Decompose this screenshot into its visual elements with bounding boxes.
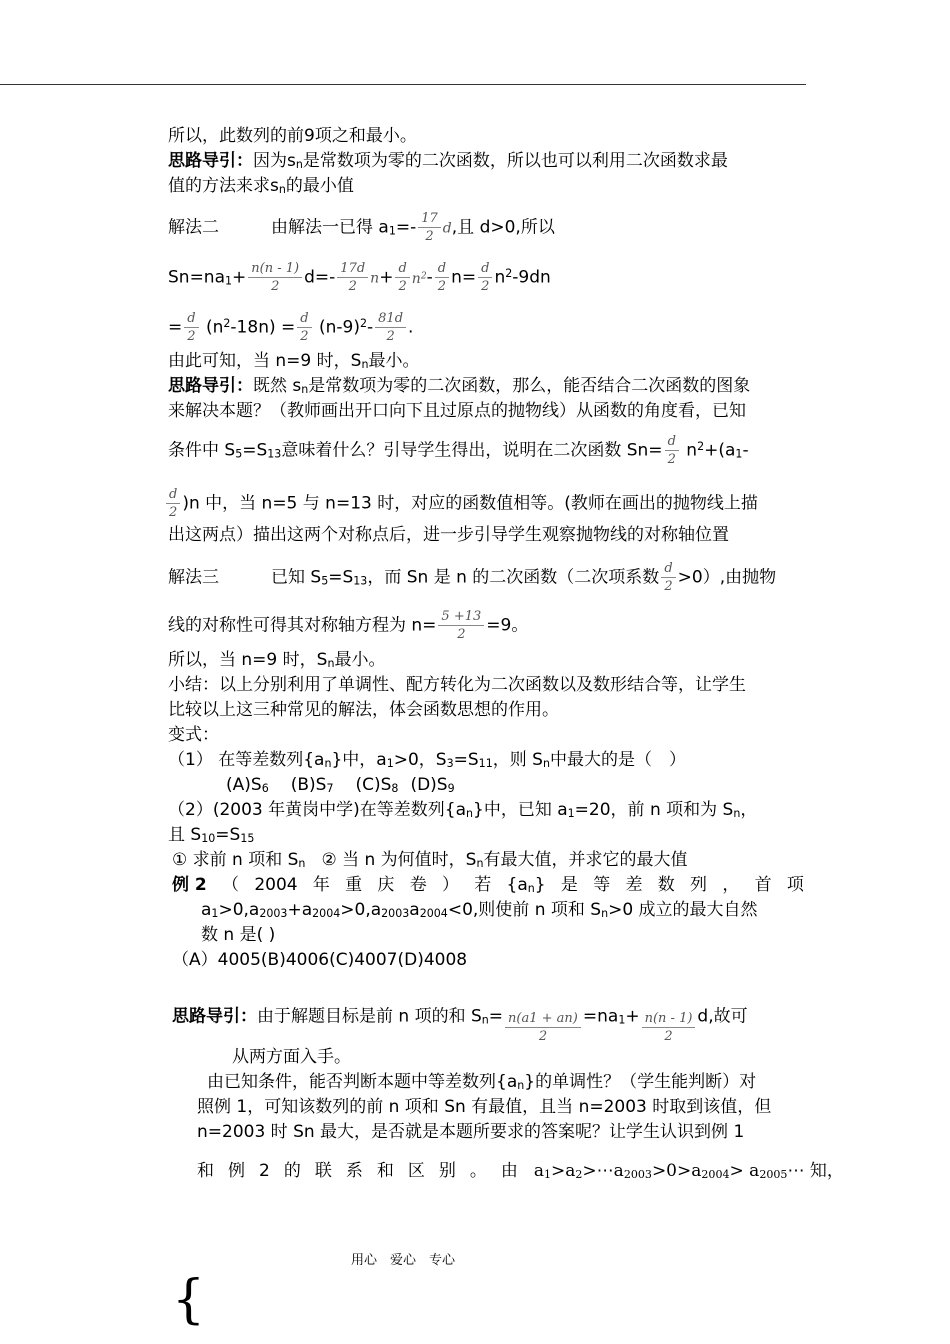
hint-2-line-1: 思路导引：既然 $s_n$是常数项为零的二次函数，那么，能否结合二次函数的图象 — [168, 376, 751, 397]
hint-3-line-2: 从两方面入手。 — [232, 1047, 351, 1067]
variant-1-question: （1） 在等差数列$\{a_n\}$中，$a_1>0$，$S_3=S_{11}$，则 $S_n$中最大的是（ ） — [168, 750, 686, 771]
example-2-answers: （A）4005(B)4006(C)4007(D)4008 — [172, 950, 468, 970]
hint-2-line-3: 条件中 $S_5=S_{13}$意味着什么？引导学生得出，说明在二次函数 Sn= $\frac{d}{2}$ $n^2+(a_1-$ — [168, 434, 749, 467]
summary-line-2: 比较以上这三种常见的解法，体会函数思想的作用。 — [168, 700, 559, 720]
paragraph-result-2: 所以，当 n=9 时，$S_n$最小。 — [168, 650, 386, 671]
paragraph-conclusion: 所以，此数列的前9项之和最小。 — [168, 126, 417, 146]
solution-2-heading: 解法二 由解法一已得 $a_1=-$ $\frac{17}{2}$ d,且 d>0,所以 — [168, 211, 555, 244]
hint-1-line-2: 值的方法来求$s_n$的最小值 — [168, 176, 354, 197]
solution-3-line-1: 解法三 已知 $S_5=S_{13}$，而 Sn 是 n 的二次函数（二次项系数 $\frac{d}{2}$ >0）,由抛物 — [168, 561, 777, 594]
paragraph-result: 由此可知，当 n=9 时，$S_n$最小。 — [168, 351, 420, 372]
analysis-line-4: 和 例 2 的 联 系 和 区 别 。 由 $a_1>a_2>\cdots a_{2003}>0>a_{2004}>$ $a_{2005}\cdots$ 知， — [197, 1161, 844, 1182]
example-2-line-3: 数 n 是( ) — [201, 925, 276, 945]
equation-sn-expansion: $Sn=na_1+$ $\frac{n(n - 1)}{2}$ d=- $\frac{17d}{2}$ n+ $\frac{d}{2}$ $n^2-$ $\frac{d}{2}$ n= $\frac{d}{2}$ $n^2-9dn$ — [168, 261, 551, 294]
hint-2-line-2: 来解决本题？（教师画出开口向下且过原点的抛物线）从函数的角度看，已知 — [168, 401, 746, 421]
header-rule — [0, 84, 806, 85]
variant-2-line-2: 且 $S_{10}=S_{15}$ — [168, 825, 255, 846]
variant-2-subquestions: ① 求前 n 项和 $S_n$ ② 当 n 为何值时，$S_n$有最大值，并求它的最大值 — [172, 850, 688, 871]
variant-2-line-1: （2）(2003 年黄岗中学)在等差数列$\{a_n\}$中，已知 $a_1=20$，前 n 项和为 $S_n$， — [168, 800, 758, 821]
analysis-line-1: 由已知条件，能否判断本题中等差数列$\{a_n\}$的单调性？（学生能判断）对 — [207, 1072, 757, 1093]
hint-2-line-4: $\frac{d}{2}$ )n 中，当 n=5 与 n=13 时，对应的函数值相等。(教师在画出的抛物线上描 — [164, 486, 758, 521]
example-2-line-1: 例 2 （ 2004 年 重 庆 卷 ） 若 $\{a_n\}$ 是 等 差 数 列 ， 首 项 — [172, 875, 804, 896]
variant-1-options: $(A)S_6$ $(B)S_7$ $(C)S_8$ $(D)S_9$ — [226, 775, 455, 796]
equation-completing-square: = $\frac{d}{2}$ $(n^2-18n)$ = $\frac{d}{2}$ $(n-9)^2-$ $\frac{81d}{2}$ . — [168, 311, 414, 344]
analysis-line-3: n=2003 时 Sn 最大，是否就是本题所要求的答案呢？让学生认识到例 1 — [197, 1122, 745, 1142]
hint-1-line-1: 思路导引：因为$s_n$是常数项为零的二次函数，所以也可以利用二次函数求最 — [168, 151, 728, 172]
example-2-line-2: $a_1>0,a_{2003}+a_{2004}>0,a_{2003}a_{2004}<0$,则使前 n 项和 $S_n>0$ 成立的最大自然 — [201, 900, 758, 921]
summary-line-1: 小结：以上分别利用了单调性、配方转化为二次函数以及数形结合等，让学生 — [168, 675, 746, 695]
brace-symbol: { — [172, 1270, 206, 1330]
hint-2-line-5: 出这两点）描出这两个对称点后，进一步引导学生观察抛物线的对称轴位置 — [168, 525, 729, 545]
solution-3-line-2: 线的对称性可得其对称轴方程为 n= $\frac{5 +13}{2}$ =9。 — [168, 609, 529, 642]
fraction: $\frac{17}{2}$ — [418, 210, 441, 245]
analysis-line-2: 照例 1，可知该数列的前 n 项和 Sn 有最值，且当 n=2003 时取到该值，但 — [197, 1097, 772, 1117]
variant-heading: 变式： — [168, 725, 219, 745]
page-footer: 用心 爱心 专心 — [351, 1253, 456, 1268]
hint-3-line-1: 思路导引：由于解题目标是前 n 项的和 $S_n=$ $\frac{n(a1 + an)}{2}$ $=na_1+$ $\frac{n(n - 1)}{2}$ d,故可 — [172, 1006, 748, 1044]
